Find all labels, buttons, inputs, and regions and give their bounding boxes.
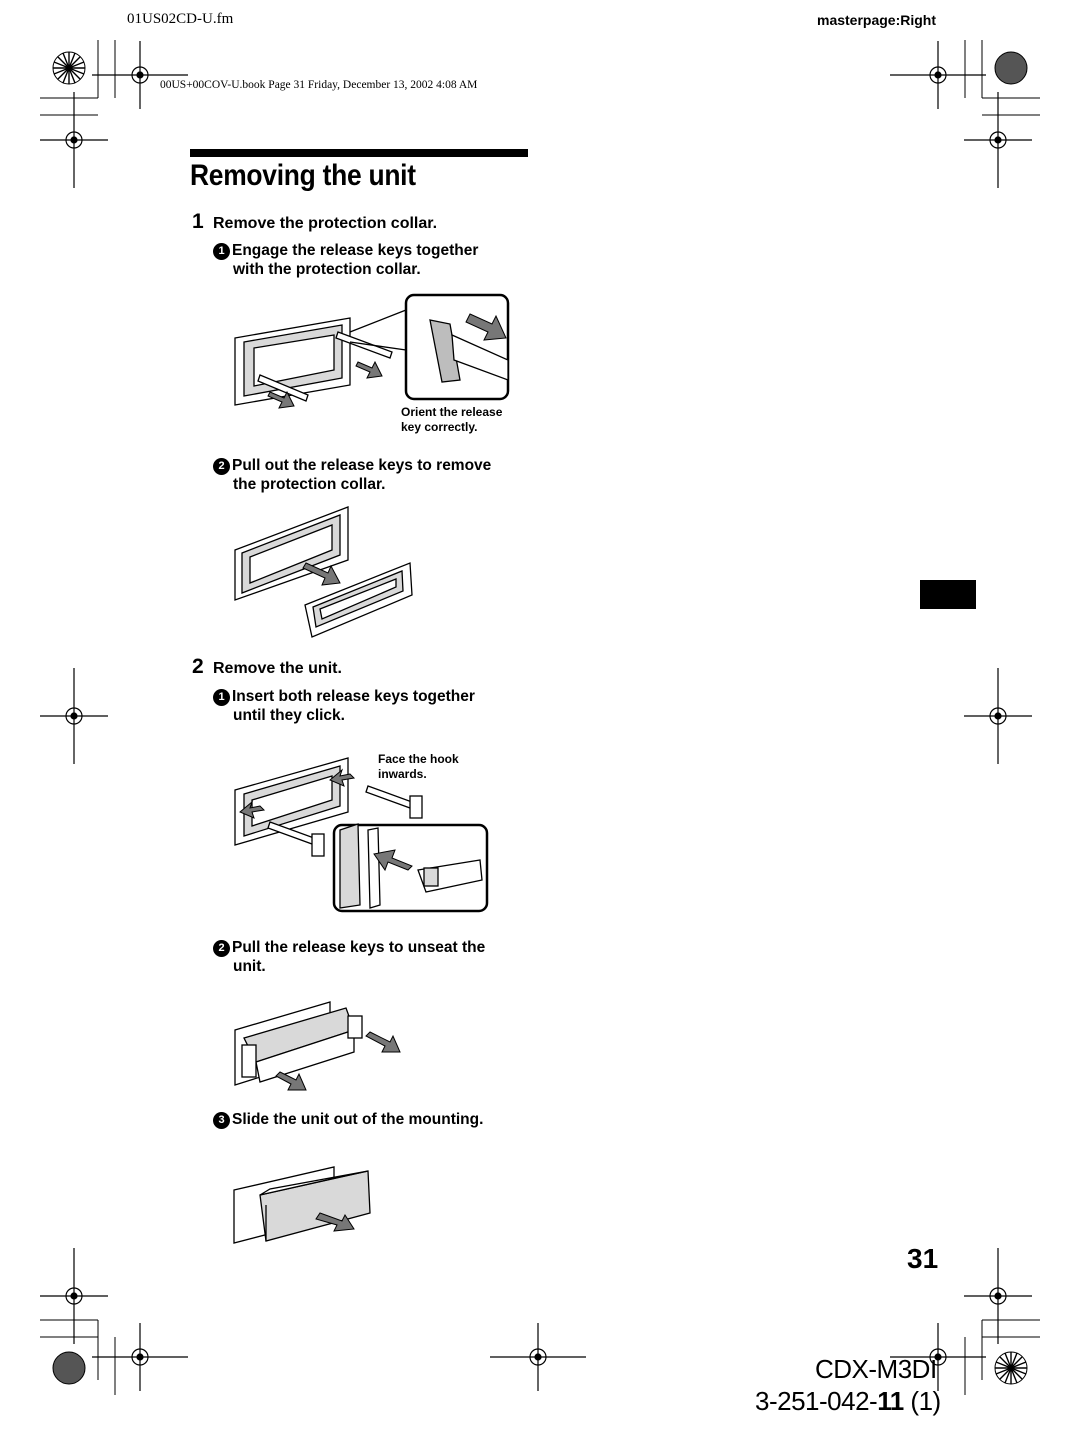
registration-target <box>964 668 1032 764</box>
note-line: Orient the release <box>401 405 503 419</box>
substep <box>213 456 533 494</box>
starburst-target <box>995 1352 1027 1384</box>
step-marker: 1 <box>213 689 230 706</box>
illustration-note <box>401 405 502 435</box>
part-bold: 11 <box>877 1386 904 1416</box>
title-rule <box>190 149 528 157</box>
gray-target <box>995 52 1027 84</box>
page-number: 31 <box>907 1243 939 1274</box>
section-thumb-tab <box>920 580 976 609</box>
registration-target <box>490 1323 586 1391</box>
substep-line: Pull the release keys to unseat the <box>232 939 486 956</box>
step-number: 2 <box>192 655 204 678</box>
substep <box>213 687 513 725</box>
substep-line: until they click. <box>233 707 345 724</box>
substep <box>213 938 533 976</box>
gray-target <box>53 1352 85 1384</box>
step-text: Remove the protection collar. <box>213 215 438 232</box>
illustration-engage-keys <box>230 290 520 420</box>
registration-target <box>40 92 108 188</box>
part-suffix: (1) <box>903 1386 941 1416</box>
header-master-page: masterpage:Right <box>817 12 937 28</box>
note-line: Face the hook <box>378 752 459 766</box>
part-prefix: 3-251-042- <box>755 1386 878 1416</box>
registration-target <box>40 668 108 764</box>
illustration-slide-out <box>230 1165 380 1250</box>
registration-target <box>964 92 1032 188</box>
header-file-name: 01US02CD-U.fm <box>127 11 234 27</box>
substep-line: Insert both release keys together <box>232 688 475 705</box>
model-number: CDX-M3DI <box>815 1354 937 1384</box>
substep <box>213 1110 533 1129</box>
registration-target <box>964 1248 1032 1344</box>
step-marker: 1 <box>213 243 230 260</box>
step-marker: 2 <box>213 940 230 957</box>
part-number <box>755 1386 941 1417</box>
registration-target <box>890 41 986 109</box>
starburst-target <box>53 52 85 84</box>
substep-line: Slide the unit out of the mounting. <box>232 1111 484 1128</box>
illustration-insert-keys <box>230 750 490 915</box>
header-book-info: 00US+00COV-U.book Page 31 Friday, December 13, 2002 4:08 AM <box>160 79 478 91</box>
substep-line: unit. <box>233 958 266 975</box>
substep-line: Engage the release keys together <box>232 242 479 259</box>
substep <box>213 241 513 279</box>
substep-line: the protection collar. <box>233 476 386 493</box>
illustration-unseat-unit <box>230 1000 410 1095</box>
note-line: key correctly. <box>401 420 478 434</box>
step-text: Remove the unit. <box>213 660 342 677</box>
registration-target <box>92 41 188 109</box>
substep-line: with the protection collar. <box>233 261 421 278</box>
page-title: Removing the unit <box>190 159 416 192</box>
illustration-collar-removed <box>230 505 420 640</box>
note-line: inwards. <box>378 767 427 781</box>
substep-line: Pull out the release keys to remove <box>232 457 492 474</box>
registration-target <box>92 1323 188 1391</box>
step-marker: 3 <box>213 1112 230 1129</box>
step-marker: 2 <box>213 458 230 475</box>
step-number: 1 <box>192 210 204 233</box>
